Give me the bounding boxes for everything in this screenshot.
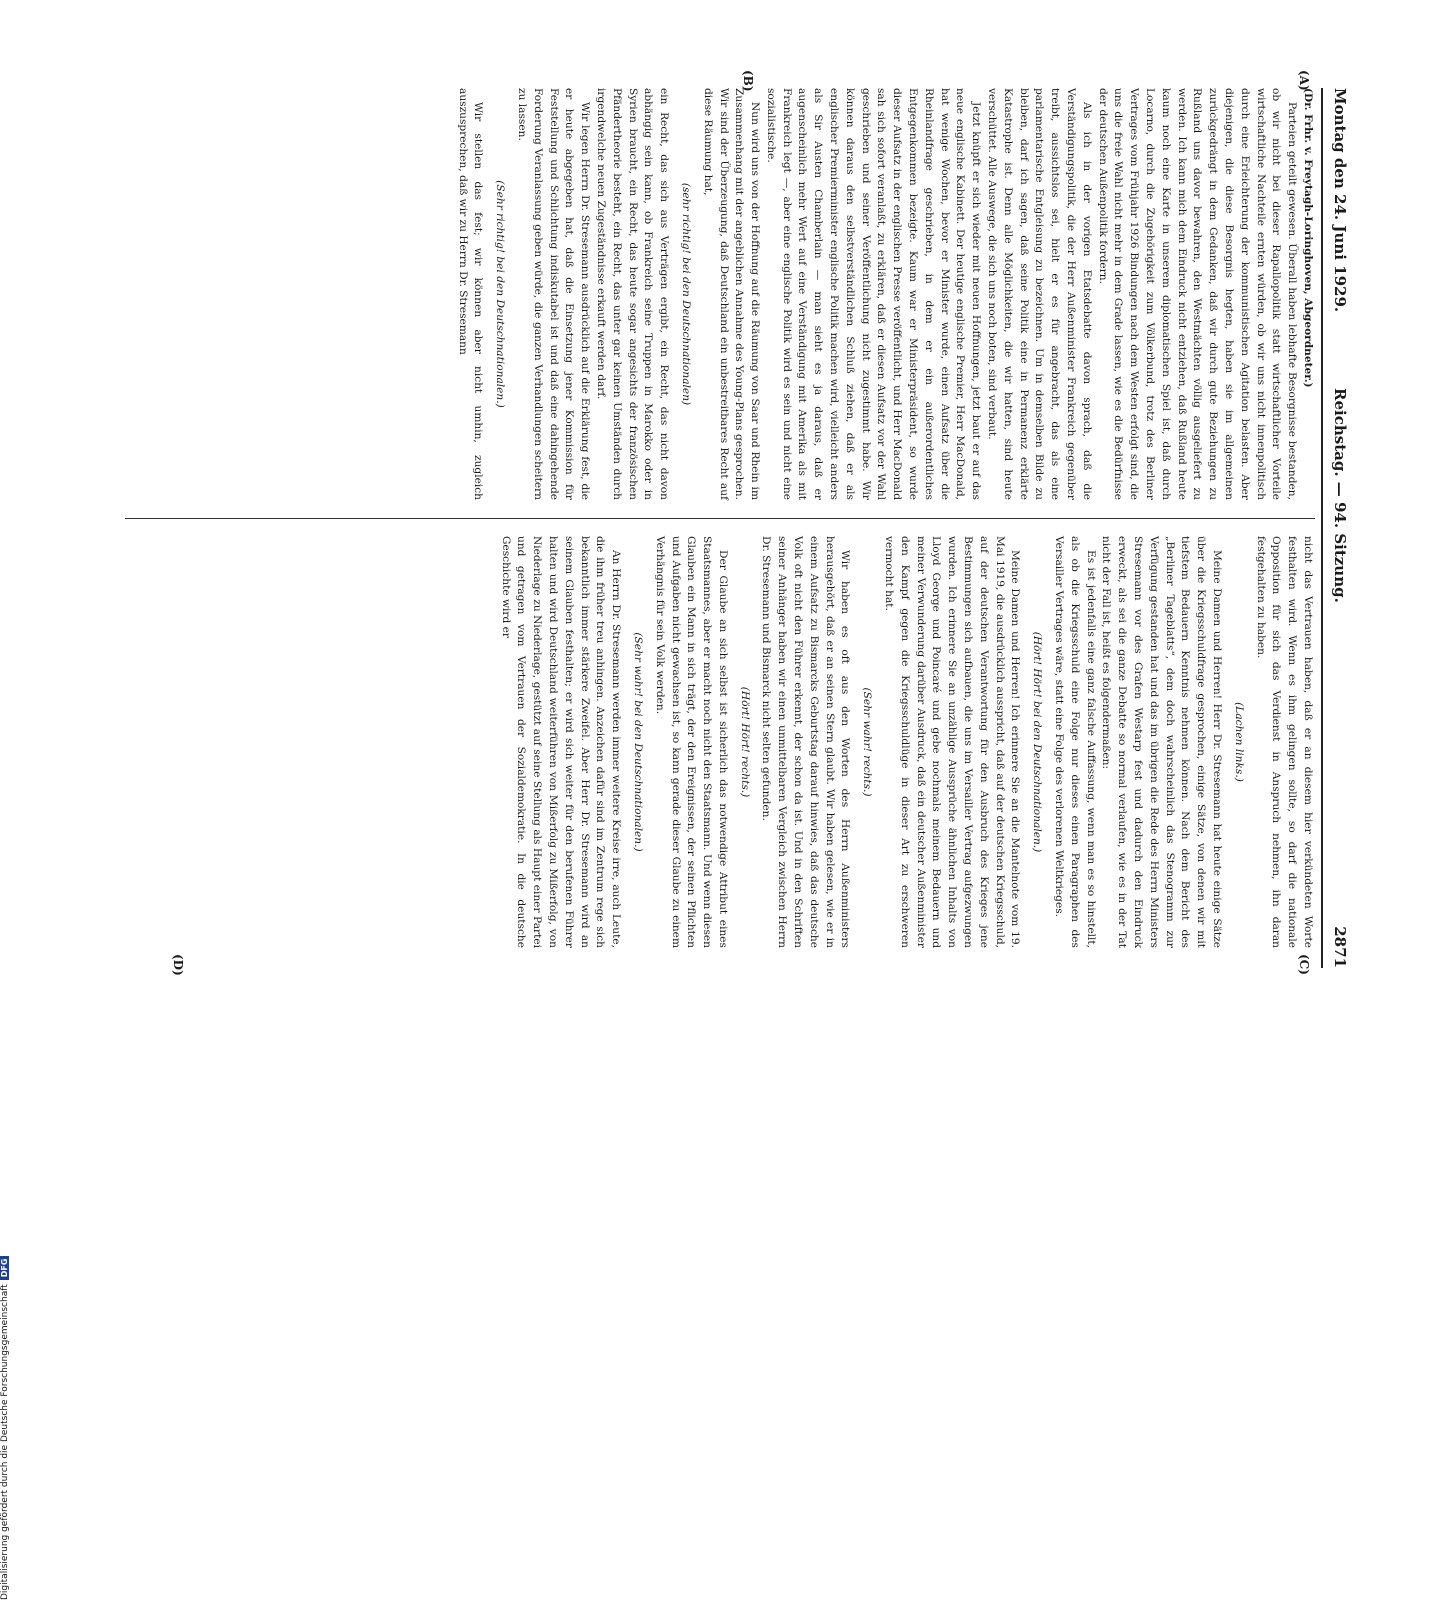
margin-marker-d: (D) xyxy=(171,954,185,976)
margin-marker-a: (A) xyxy=(1297,70,1311,91)
interjection: (sehr richtig! bei den Deutschnationalen) xyxy=(679,182,692,406)
paragraph: ein Recht, das sich aus Verträgen ergibt, ein Recht, das nicht davon abhängig sein kann, ob Frankreich seine Truppen in Marokko oder in Syrien braucht, ein Recht, das heute sogar angesichts der französischen Pfändertheorie besteht, ein Recht, das unter gar keinen Umständen durch irgendwelche neuen Zugeständnisse erkauft werden darf. xyxy=(594,88,671,500)
column-divider xyxy=(125,518,1315,519)
margin-marker-c: (C) xyxy=(1297,954,1311,975)
interjection: (Sehr wahr! rechts.) xyxy=(861,687,874,797)
interjection: (Lachen links.) xyxy=(1232,702,1245,782)
paragraph: Meine Damen und Herren! Ich erinnere Sie an die Mantelnote vom 19. Mai 1919, die ausdrücklich ausspricht, daß auf der deutschen Kriegsschuld, auf der deutschen Verantwortung für den Ausbruch des Krieges jene Bestimmungen sich aufbauen, die uns im Versailler Vertrag aufgezwungen wurden. Ich erinnere Sie an unzählige Aussprüche ähnlichen Inhalts von Lloyd George und Poincaré und gebe nochmals meinem Bedauern und meiner Verwunderung darüber Ausdruck, daß ein deutscher Außenminister den Kampf gegen die Kriegsschuldlüge in dieser Art zu erschweren vermocht hat. xyxy=(883,536,1022,948)
paragraph: Meine Damen und Herren! Herr Dr. Stresemann hat heute einige Sätze über die Kriegsschuldfrage gesprochen, einige Sätze, von denen wir mit tiefstem Bedauern Kenntnis nehmen können. Nach dem Bericht des „Berliner Tageblatts“, dem doch wahrscheinlich das Stenogramm zur Verfügung gestanden hat und das im übrigen die Rede des Herrn Ministers Stresemann vor des Grafen Westarp fest und dadurch den Eindruck erweckt, als sei die ganze Debatte so normal verlaufen, wie es in der Tat nicht der Fall ist, heißt es folgendermaßen: xyxy=(1100,536,1224,948)
reichstag-protocol-page xyxy=(105,70,1355,976)
interjection: (Hört! Hört! bei den Deutschnationalen.) xyxy=(1031,631,1044,853)
digitization-credit-text: Digitalisierung gefördert durch die Deutsche Forschungsgemeinschaft xyxy=(0,1284,10,1600)
paragraph: Als ich in der vorigen Etatsdebatte davon sprach, daß die Verständigungspolitik, die der Herr Außenminister Frankreich gegenüber treibt, aussichtslos sei, hielt er es für angebracht, das als eine parlamentarische Entgleisung zu bezeichnen. Um in demselben Bilde zu bleiben, darf ich sagen, daß seine Politik eine in Permanenz erklärte Katastrophe ist. Denn alle Möglichkeiten, die wir hatten, sind heute verschüttet. Alle Auswege, die sich uns noch boten, sind verbaut. xyxy=(986,88,1093,500)
speaker-line: (Dr. Frhr. v. Freytagh-Loringhoven, Abgeordneter.) xyxy=(1302,88,1314,388)
paragraph: Parteien geteilt gewesen. Überall haben lebhafte Besorgnisse bestanden, ob wir nicht bei dieser Rapallopolitik statt wirtschaftlicher Vorteile wirtschaftliche Nachteile ernten würden, ob wir uns nicht innenpolitisch durch eine Erleichterung der kommunistischen Agitation belasten. Aber diejenigen, die diese Besorgnis hegten, haben sie im allgemeinen zurückgedrängt in dem Gedanken, daß wir durch gute Beziehungen zu Rußland uns davor bewahren, den Westmächten völlig ausgeliefert zu werden. Ich kann mich dem Eindruck nicht entziehen, daß Rußland heute kaum noch eine Karte in unserem diplomatischen Spiel ist, daß durch Locarno, durch die Zugehörigkeit zum Völkerbund, trotz des Berliner Vertrages vom Frühjahr 1926 Bindungen nach dem Westen erfolgt sind, die uns die freie Wahl nicht mehr in dem Grade lassen, wie es die Bedürfnisse der deutschen Außenpolitik fordern. xyxy=(1096,88,1299,500)
header-session-title: Reichstag. — 94. Sitzung. xyxy=(1331,388,1349,603)
digitization-credit xyxy=(0,1200,14,1600)
interjection: (Sehr wahr! bei den Deutschnationalen.) xyxy=(631,632,644,852)
paragraph: Wir stellen das fest; wir können aber nicht umhin, zugleich auszusprechen, daß wir zu Herrn Dr. Stresemann xyxy=(456,88,485,500)
paragraph: Nun wird uns von der Hoffnung auf die Räumung von Saar und Rhein im Zusammenhang mit der angeblichen Annahme des Young-Plans gesprochen. Wir sind der Überzeugung, daß Deutschland ein unbestreitbares Recht auf diese Räumung hat, xyxy=(701,88,762,500)
text-column-second xyxy=(125,536,1315,948)
paragraph: Jetzt knüpft er sich wieder mit neuen Hoffnungen, jetzt baut er auf das neue englische Kabinett. Der heutige englische Premier, Herr MacDonald, hat wenige Wochen, bevor er Minister wurde, einen Aufsatz über die Rheinlandfrage geschrieben, in dem er ein außerordentliches Entgegenkommen bezeigte. Kaum war er Ministerpräsident, so wurde dieser Aufsatz in der englischen Presse veröffentlicht, und Herr MacDonald sah sich sofort veranlaßt, zu erklären, daß er diesen Aufsatz vor der Wahl geschrieben und seiner Veröffentlichung nicht zugestimmt habe. Wir können daraus den selbstverständlichen Schluß ziehen, daß er als englischer Premierminister englische Politik machen wird, vielleicht anders als Sir Austen Chamberlain — man sieht es ja daraus, daß er augenscheinlich mehr Wert auf eine Verständigung mit Amerika als mit Frankreich legt —, aber eine englische Politik wird es sein und nicht eine sozialistische. xyxy=(764,88,983,500)
page-number: 2871 xyxy=(1331,926,1349,968)
header-rule xyxy=(1321,88,1323,968)
interjection: (Hört! Hört! rechts.) xyxy=(738,686,751,798)
quoted-paragraph: Es ist jedenfalls eine ganz falsche Auffassung, wenn man es so hinstellt, als ob die Kriegsschuld eine Folge nur dieses einen Paragraphen des Versailler Vertrages wäre, statt eine Folge des verlorenen Weltkrieges. xyxy=(1053,536,1097,948)
interjection: (Sehr richtig! bei den Deutschnationalen.) xyxy=(494,180,507,408)
page-header xyxy=(1325,88,1355,968)
text-column-first xyxy=(125,88,1315,500)
paragraph: An Herrn Dr. Stresemann werden immer weitere Kreise irre, auch Leute, die ihm früher treu anhingen. Anzeichen dafür sind im Zentrum rege sich bekanntlich immer stärkere Zweifel. Aber Herr Dr. Stresemann wird an seinem Glauben festhalten; er wird sich weiter für den berufenen Führer halten und wird Deutschland weiterführen von Mißerfolg zu Mißerfolg, von Niederlage zu Niederlage, gestützt auf seine Stellung als Haupt einer Partei und getragen vom Vertrauen der Sozialdemokratie. In die deutsche Geschichte wird er xyxy=(499,536,623,948)
paragraph: Wir legen Herrn Dr. Stresemann ausdrücklich auf die Erklärung fest, die er heute abgegeben hat, daß die Einsetzung jener Kommission für Feststellung und Schlichtung indiskutabel ist und daß eine dahingehende Forderung Veranlassung geben würde, die ganzen Verhandlungen scheitern zu lassen. xyxy=(515,88,592,500)
header-date: Montag den 24. Juni 1929. xyxy=(1331,88,1349,313)
paragraph: nicht das Vertrauen haben, daß er an diesem hier verkündeten Worte festhalten wird. Wenn es ihm gelingen sollte, so darf die nationale Opposition für sich das Verdienst in Anspruch nehmen, ihn daran festgehalten zu haben. xyxy=(1254,536,1314,948)
paragraph: Der Glaube an sich selbst ist sicherlich das notwendige Attribut eines Staatsmannes, aber er macht noch nicht den Staatsmann. Und wenn diesen Glauben ein Mann in sich trägt, der den Ereignissen, der seinen Pflichten und Aufgaben nicht gewachsen ist, so kann gerade dieser Glaube zu einem Verhängnis für sein Volk werden. xyxy=(653,536,729,948)
paragraph: Wir haben es oft aus den Worten des Herrn Außenministers herausgehört, daß er an seinen Stern glaubt. Wir haben gelesen, wie er in einem Aufsatz zu Bismarcks Geburtstag darauf hinwies, daß das deutsche Volk oft nicht den Führer erkennt, der schon da ist. Und in den Schriften seiner Anhänger haben wir einen unmittelbaren Vergleich zwischen Herrn Dr. Stresemann und Bismarck nicht selten gefunden. xyxy=(760,536,852,948)
dfg-logo: DFG xyxy=(0,1256,9,1281)
margin-marker-b: (B) xyxy=(741,70,755,92)
